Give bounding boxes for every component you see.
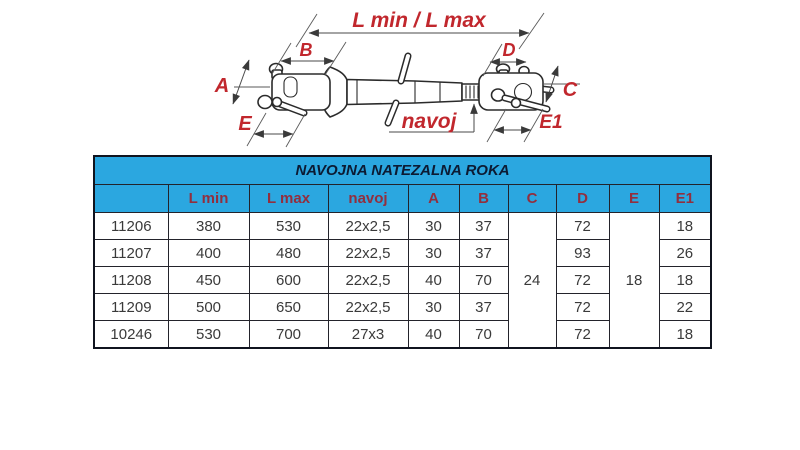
cell-c-merged: 24 [508, 213, 556, 349]
cell-d: 72 [556, 267, 609, 294]
cell-l-max: 480 [249, 240, 328, 267]
dim-label-length: L min / L max [352, 9, 486, 32]
cell-b: 70 [459, 267, 508, 294]
tommy-bar-upper [401, 56, 408, 81]
threaded-section [462, 84, 480, 100]
cell-navoj: 22x2,5 [328, 267, 408, 294]
header-d: D [556, 185, 609, 213]
tommy-bar-lower [388, 103, 396, 123]
cell-id: 11207 [94, 240, 168, 267]
cell-a: 30 [408, 240, 459, 267]
cell-d: 72 [556, 294, 609, 321]
cell-a: 40 [408, 267, 459, 294]
cell-l-min: 530 [168, 321, 249, 349]
dim-label-b: B [299, 40, 313, 60]
cell-b: 37 [459, 294, 508, 321]
header-navoj: navoj [328, 185, 408, 213]
cell-d: 72 [556, 213, 609, 240]
cell-navoj: 22x2,5 [328, 213, 408, 240]
cell-l-min: 380 [168, 213, 249, 240]
turnbuckle-diagram [0, 0, 800, 152]
header-c: C [508, 185, 556, 213]
dim-label-d: D [502, 40, 516, 60]
cell-l-max: 650 [249, 294, 328, 321]
cell-e1: 26 [659, 240, 711, 267]
cell-navoj: 27x3 [328, 321, 408, 349]
dim-label-c: C [562, 79, 578, 101]
cell-l-max: 530 [249, 213, 328, 240]
header-e1: E1 [659, 185, 711, 213]
cell-a: 40 [408, 321, 459, 349]
cell-id: 11209 [94, 294, 168, 321]
left-clevis [258, 74, 330, 113]
header-l-max: L max [249, 185, 328, 213]
cell-l-max: 700 [249, 321, 328, 349]
table-row [94, 213, 711, 240]
cell-id: 11206 [94, 213, 168, 240]
table-title-row [94, 156, 711, 185]
spec-table [93, 155, 712, 349]
cell-b: 37 [459, 213, 508, 240]
cell-l-min: 400 [168, 240, 249, 267]
cell-e1: 18 [659, 267, 711, 294]
dim-label-a: A [214, 75, 230, 97]
cell-d: 72 [556, 321, 609, 349]
cell-e1: 22 [659, 294, 711, 321]
cell-a: 30 [408, 294, 459, 321]
cell-b: 70 [459, 321, 508, 349]
header-e: E [609, 185, 659, 213]
cell-l-min: 450 [168, 267, 249, 294]
table-title: NAVOJNA NATEZALNA ROKA [94, 156, 711, 185]
dim-label-navoj: navoj [401, 110, 457, 133]
header-a: A [408, 185, 459, 213]
cell-navoj: 22x2,5 [328, 240, 408, 267]
cell-d: 93 [556, 240, 609, 267]
cell-l-max: 600 [249, 267, 328, 294]
header-b: B [459, 185, 508, 213]
cell-b: 37 [459, 240, 508, 267]
right-clevis [479, 73, 551, 110]
dim-label-e: E [238, 113, 252, 135]
cell-e-merged: 18 [609, 213, 659, 349]
cell-l-min: 500 [168, 294, 249, 321]
cell-id: 11208 [94, 267, 168, 294]
dim-label-e1: E1 [539, 112, 563, 133]
cell-e1: 18 [659, 213, 711, 240]
header-l-min: L min [168, 185, 249, 213]
cell-e1: 18 [659, 321, 711, 349]
table-header-row [94, 185, 711, 213]
cell-navoj: 22x2,5 [328, 294, 408, 321]
tube-body [347, 80, 462, 105]
cell-id: 10246 [94, 321, 168, 349]
cell-a: 30 [408, 213, 459, 240]
header-id [94, 185, 168, 213]
